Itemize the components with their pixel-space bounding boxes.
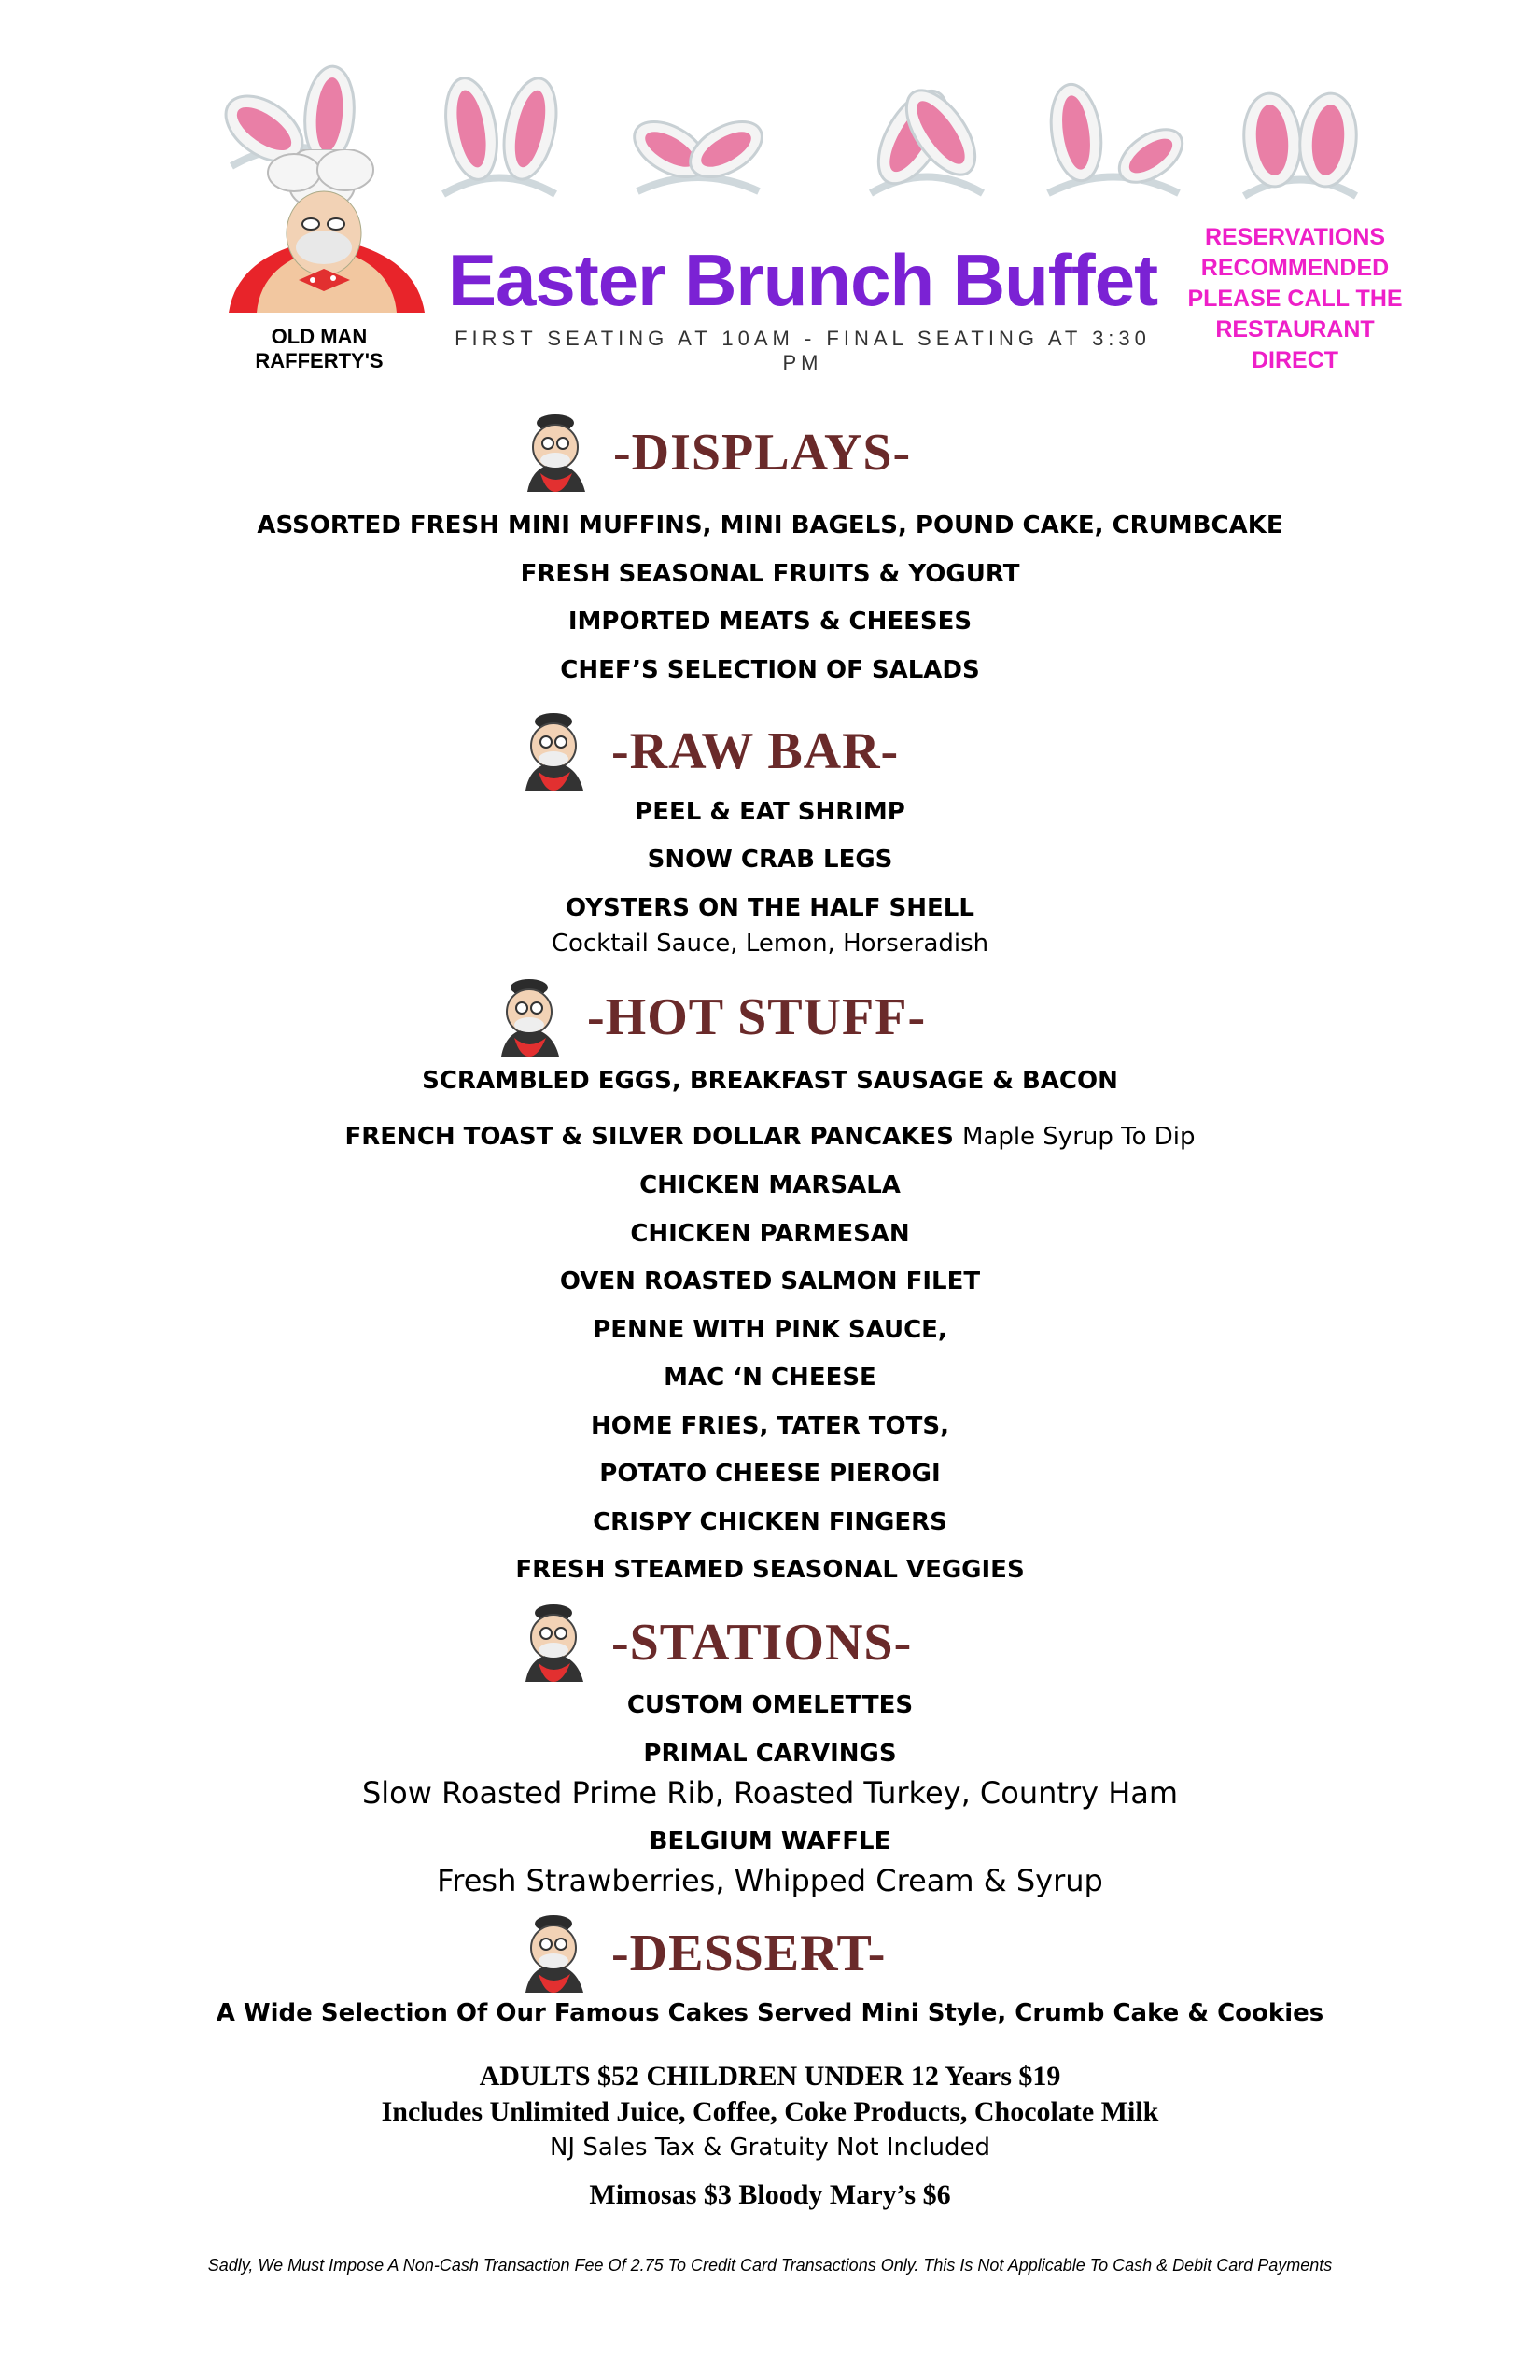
menu-item-note: Cocktail Sauce, Lemon, Horseradish (551, 930, 989, 958)
menu-item: PENNE WITH PINK SAUCE, (593, 1316, 947, 1344)
section-title: -DISPLAYS- (613, 424, 912, 482)
restaurant-name: OLD MAN RAFFERTY'S (255, 325, 384, 372)
menu-item: FRESH STEAMED SEASONAL VEGGIES (515, 1556, 1025, 1584)
menu-item: PRIMAL CARVINGS (643, 1740, 897, 1768)
section-title: -STATIONS- (611, 1614, 913, 1672)
menu-item: BELGIUM WAFFLE (649, 1827, 891, 1855)
section-title: -RAW BAR- (611, 722, 900, 780)
section-raw-bar-header (516, 709, 899, 793)
menu-item: CRISPY CHICKEN FINGERS (593, 1508, 947, 1536)
old-man-mascot-icon (516, 1912, 595, 1995)
section-hot-stuff-header (492, 975, 926, 1059)
menu-item: POTATO CHEESE PIEROGI (599, 1460, 941, 1488)
bunny-ears-icon (857, 67, 997, 207)
pricing-drinks: Mimosas $3 Bloody Mary’s $6 (589, 2179, 951, 2210)
old-man-mascot-icon (516, 710, 595, 792)
menu-item: OYSTERS ON THE HALF SHELL (566, 894, 974, 922)
menu-item: CUSTOM OMELETTES (626, 1691, 914, 1719)
seating-times: FIRST SEATING AT 10AM - FINAL SEATING AT 3:30 PM (455, 327, 1151, 374)
bunny-ears-icon (1034, 67, 1193, 207)
reservations-line: PLEASE CALL THE (1187, 286, 1403, 312)
menu-item: CHICKEN MARSALA (639, 1171, 901, 1199)
menu-item-name: FRENCH TOAST & SILVER DOLLAR PANCAKES (344, 1123, 954, 1151)
reservations-note (1171, 222, 1419, 376)
old-man-mascot-icon (492, 976, 570, 1058)
menu-item: CHICKEN PARMESAN (630, 1220, 910, 1248)
menu-item-note: Slow Roasted Prime Rib, Roasted Turkey, Country Ham (361, 1775, 1179, 1811)
menu-item-note: Fresh Strawberries, Whipped Cream & Syrup (437, 1863, 1103, 1898)
menu-item (0, 1123, 1540, 1151)
pricing-includes: Includes Unlimited Juice, Coffee, Coke Products, Chocolate Milk (381, 2096, 1159, 2127)
reservations-line: RESERVATIONS (1204, 224, 1386, 250)
menu-item: SCRAMBLED EGGS, BREAKFAST SAUSAGE & BACON (422, 1067, 1118, 1095)
old-man-mascot-icon (516, 1602, 595, 1684)
menu-item: MAC ‘N CHEESE (664, 1364, 876, 1392)
pricing-tax-note: NJ Sales Tax & Gratuity Not Included (549, 2134, 991, 2162)
reservations-line: RECOMMENDED (1200, 255, 1390, 281)
section-stations-header (516, 1601, 912, 1685)
menu-item: OVEN ROASTED SALMON FILET (559, 1267, 981, 1295)
footer-note: Sadly, We Must Impose A Non-Cash Transaction Fee Of 2.75 To Credit Card Transactions Only. This Is Not Applicable To Cash & Debit Card Payments (207, 2256, 1333, 2275)
page-title: Easter Brunch Buffet (447, 239, 1158, 321)
menu-item: SNOW CRAB LEGS (647, 846, 893, 874)
old-man-mascot-icon (518, 412, 596, 494)
menu-item-note: Maple Syrup To Dip (961, 1123, 1196, 1151)
bunny-ears-icon (623, 93, 773, 205)
menu-item: PEEL & EAT SHRIMP (635, 798, 905, 826)
menu-item: CHEF’S SELECTION OF SALADS (560, 656, 980, 684)
chef-mascot (219, 149, 434, 317)
menu-item: HOME FRIES, TATER TOTS, (591, 1412, 949, 1440)
section-title: -HOT STUFF- (587, 988, 927, 1046)
reservations-line: RESTAURANT DIRECT (1215, 316, 1375, 373)
bunny-ears-icon (420, 63, 579, 213)
bunny-ears-icon (1230, 70, 1370, 210)
pricing-adults-children: ADULTS $52 CHILDREN UNDER 12 Years $19 (479, 2061, 1061, 2092)
section-displays-header (518, 411, 911, 495)
menu-item: IMPORTED MEATS & CHEESES (567, 608, 973, 636)
menu-item: FRESH SEASONAL FRUITS & YOGURT (520, 560, 1020, 588)
menu-item: A Wide Selection Of Our Famous Cakes Served Mini Style, Crumb Cake & Cookies (216, 1999, 1324, 2027)
section-dessert-header (516, 1911, 886, 1995)
section-title: -DESSERT- (611, 1925, 887, 1982)
menu-item: ASSORTED FRESH MINI MUFFINS, MINI BAGELS, POUND CAKE, CRUMBCAKE (257, 511, 1283, 539)
